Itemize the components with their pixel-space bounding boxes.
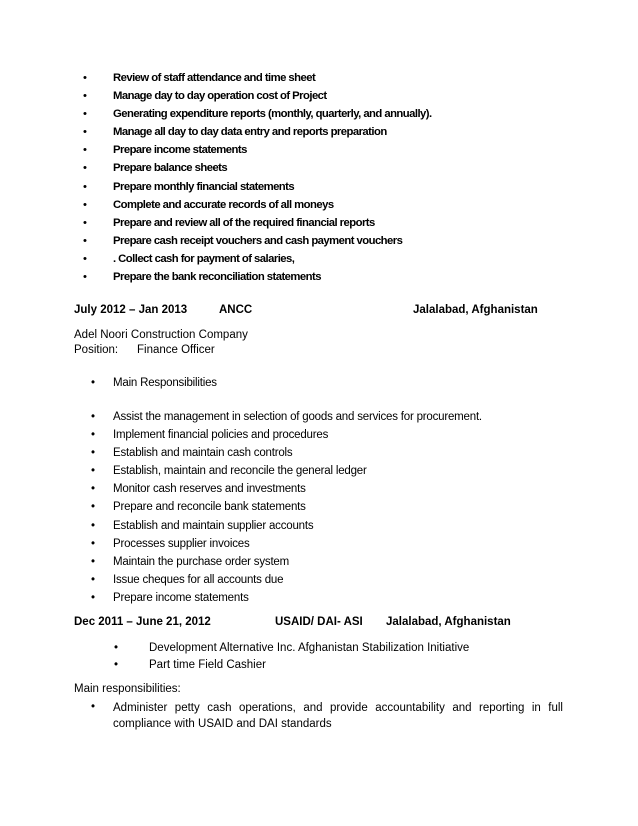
list-item: • Establish and maintain supplier accounts bbox=[88, 517, 482, 535]
list-item: • Prepare balance sheets bbox=[80, 159, 432, 177]
bullet: • bbox=[91, 447, 95, 460]
list-item: • Manage day to day operation cost of Project bbox=[80, 87, 432, 105]
list-item: • Prepare monthly financial statements bbox=[80, 178, 432, 196]
bullet: • bbox=[91, 591, 95, 604]
bullet: • bbox=[83, 162, 87, 175]
list-item: • Prepare income statements bbox=[88, 589, 482, 607]
list-item: • Monitor cash reserves and investments bbox=[88, 480, 482, 498]
bullet: • bbox=[91, 537, 95, 550]
bullet: • bbox=[83, 234, 87, 247]
bullet: • bbox=[91, 519, 95, 532]
job2-dates: Dec 2011 – June 21, 2012 bbox=[74, 616, 211, 628]
list-item: • Development Alternative Inc. Afghanistan Stabilization Initiative bbox=[114, 640, 469, 657]
bullet: • bbox=[83, 216, 87, 229]
list-item: • Implement financial policies and procedures bbox=[88, 426, 482, 444]
list-item: • Establish and maintain cash controls bbox=[88, 444, 482, 462]
list-item: • Establish, maintain and reconcile the general ledger bbox=[88, 462, 482, 480]
bullet: • bbox=[91, 411, 95, 423]
list-item: • Prepare and reconcile bank statements bbox=[88, 498, 482, 516]
job1-org: ANCC bbox=[219, 304, 253, 316]
bullet: • bbox=[83, 126, 87, 139]
bullet: • bbox=[91, 483, 95, 496]
job2-org: USAID/ DAI- ASI bbox=[275, 616, 363, 628]
job2-main-label: Main responsibilities: bbox=[74, 683, 181, 695]
bullet: • bbox=[91, 465, 95, 478]
list-item: • Complete and accurate records of all moneys bbox=[80, 196, 432, 214]
list-item: • Maintain the purchase order system bbox=[88, 553, 482, 571]
bullet: • bbox=[91, 377, 95, 389]
bullet: • bbox=[83, 180, 87, 193]
job1-company: Adel Noori Construction Company bbox=[74, 329, 248, 341]
bullet: • bbox=[83, 72, 87, 84]
job2-details-list bbox=[114, 640, 469, 674]
list-item: • Generating expenditure reports (monthly, quarterly, and annually). bbox=[80, 105, 432, 123]
bullet: • bbox=[83, 198, 87, 211]
list-item: • Prepare cash receipt vouchers and cash payment vouchers bbox=[80, 232, 432, 250]
list-item: • . Collect cash for payment of salaries, bbox=[80, 250, 432, 268]
bullet: • bbox=[83, 252, 87, 265]
bullet: • bbox=[91, 573, 95, 586]
job1-duties-list bbox=[88, 408, 482, 607]
job2-location: Jalalabad, Afghanistan bbox=[386, 616, 511, 628]
job1-position: Finance Officer bbox=[137, 344, 215, 356]
bullet: • bbox=[83, 108, 87, 121]
list-item: • Main Responsibilities bbox=[88, 374, 217, 392]
bullet: • bbox=[91, 701, 96, 713]
bullet: • bbox=[114, 659, 119, 671]
list-item: • Issue cheques for all accounts due bbox=[88, 571, 482, 589]
list-item: • Processes supplier invoices bbox=[88, 535, 482, 553]
bullet: • bbox=[83, 90, 87, 103]
job1-position-label: Position: bbox=[74, 344, 119, 356]
list-item: • Part time Field Cashier bbox=[114, 657, 469, 674]
job2-responsibility: Administer petty cash operations, and provide accountability and reporting in full compliance with USAID and DAI standards bbox=[113, 702, 563, 730]
bullet: • bbox=[114, 642, 119, 654]
list-item: • Prepare income statements bbox=[80, 141, 432, 159]
job1-location: Jalalabad, Afghanistan bbox=[413, 304, 538, 316]
job1-dates: July 2012 – Jan 2013 bbox=[74, 304, 188, 316]
bullet: • bbox=[91, 501, 95, 514]
bullet: • bbox=[83, 144, 87, 157]
list-item: • Review of staff attendance and time sheet bbox=[80, 69, 432, 87]
duties-list-top bbox=[80, 69, 432, 286]
bullet: • bbox=[83, 271, 87, 284]
list-item: • Manage all day to day data entry and reports preparation bbox=[80, 123, 432, 141]
bullet: • bbox=[91, 555, 95, 568]
list-item: • Prepare and review all of the required financial reports bbox=[80, 214, 432, 232]
job1-main-heading-list bbox=[88, 374, 217, 392]
list-item: • Prepare the bank reconciliation statements bbox=[80, 268, 432, 286]
list-item: • Assist the management in selection of goods and services for procurement. bbox=[88, 408, 482, 426]
bullet: • bbox=[91, 429, 95, 442]
